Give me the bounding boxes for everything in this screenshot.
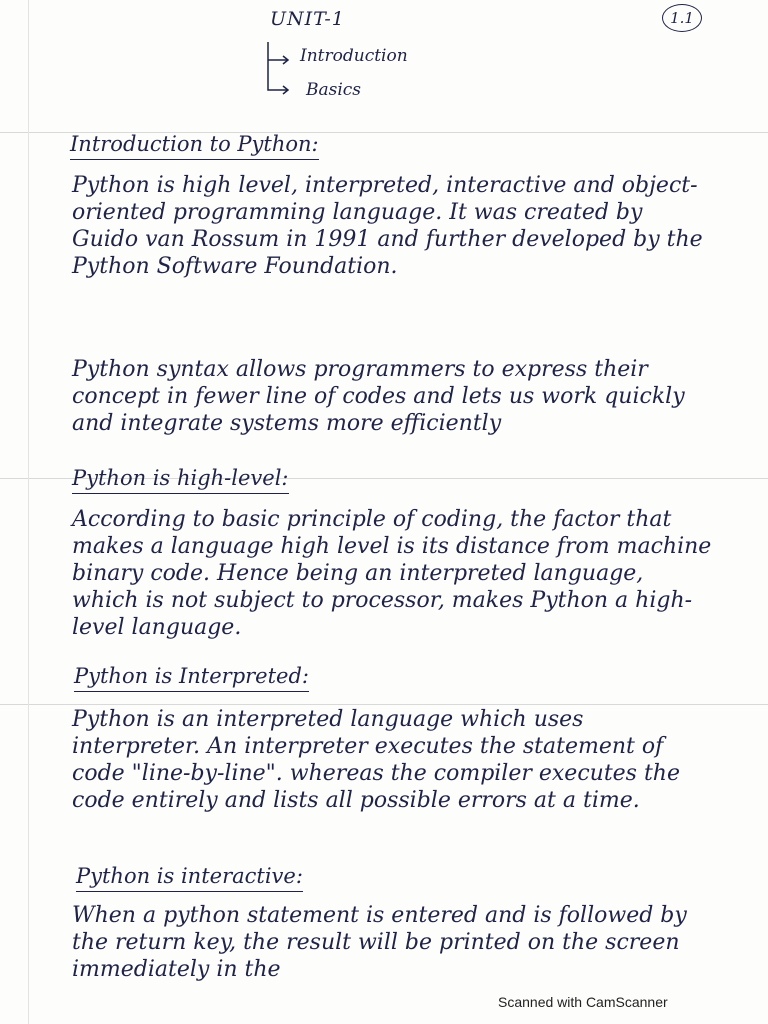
subtopic-basics: Basics: [306, 80, 362, 100]
section-paragraph: Python is an interpreted language which uses interpreter. An interpreter executes the statement of code "line-by-line". whereas the compiler executes the code entirely and lists all possible errors at a time.: [72, 707, 680, 813]
margin-line: [28, 0, 29, 1024]
section-heading: Python is Interpreted:: [74, 664, 309, 688]
section-paragraph: According to basic principle of coding, the factor that makes a language high level is its distance from machine binary code. Hence being an interpreted language, which is not subject to processor, makes Python a high-level language.: [72, 507, 712, 640]
section-heading: Python is high-level:: [72, 466, 289, 490]
page-number-circle: 1.1: [662, 4, 702, 32]
unit-title: UNIT-1: [270, 8, 345, 30]
subtopic-introduction: Introduction: [300, 46, 408, 66]
section-paragraph: When a python statement is entered and is followed by the return key, the result will be printed on the screen immediately in the: [72, 903, 687, 982]
scanner-watermark: Scanned with CamScanner: [498, 994, 668, 1010]
section-paragraph: Python syntax allows programmers to express their concept in fewer line of codes and lets us work quickly and integrate systems more efficiently: [72, 357, 685, 436]
subtopic-tree-bracket: [262, 40, 292, 98]
section-heading: Python is interactive:: [76, 864, 303, 888]
section-heading: Introduction to Python:: [70, 132, 319, 156]
ruled-line: [0, 704, 768, 705]
section-paragraph: Python is high level, interpreted, interactive and object-oriented programming language. It was created by Guido van Rossum in 1991 and further developed by the Python Software Foundation.: [72, 173, 703, 279]
